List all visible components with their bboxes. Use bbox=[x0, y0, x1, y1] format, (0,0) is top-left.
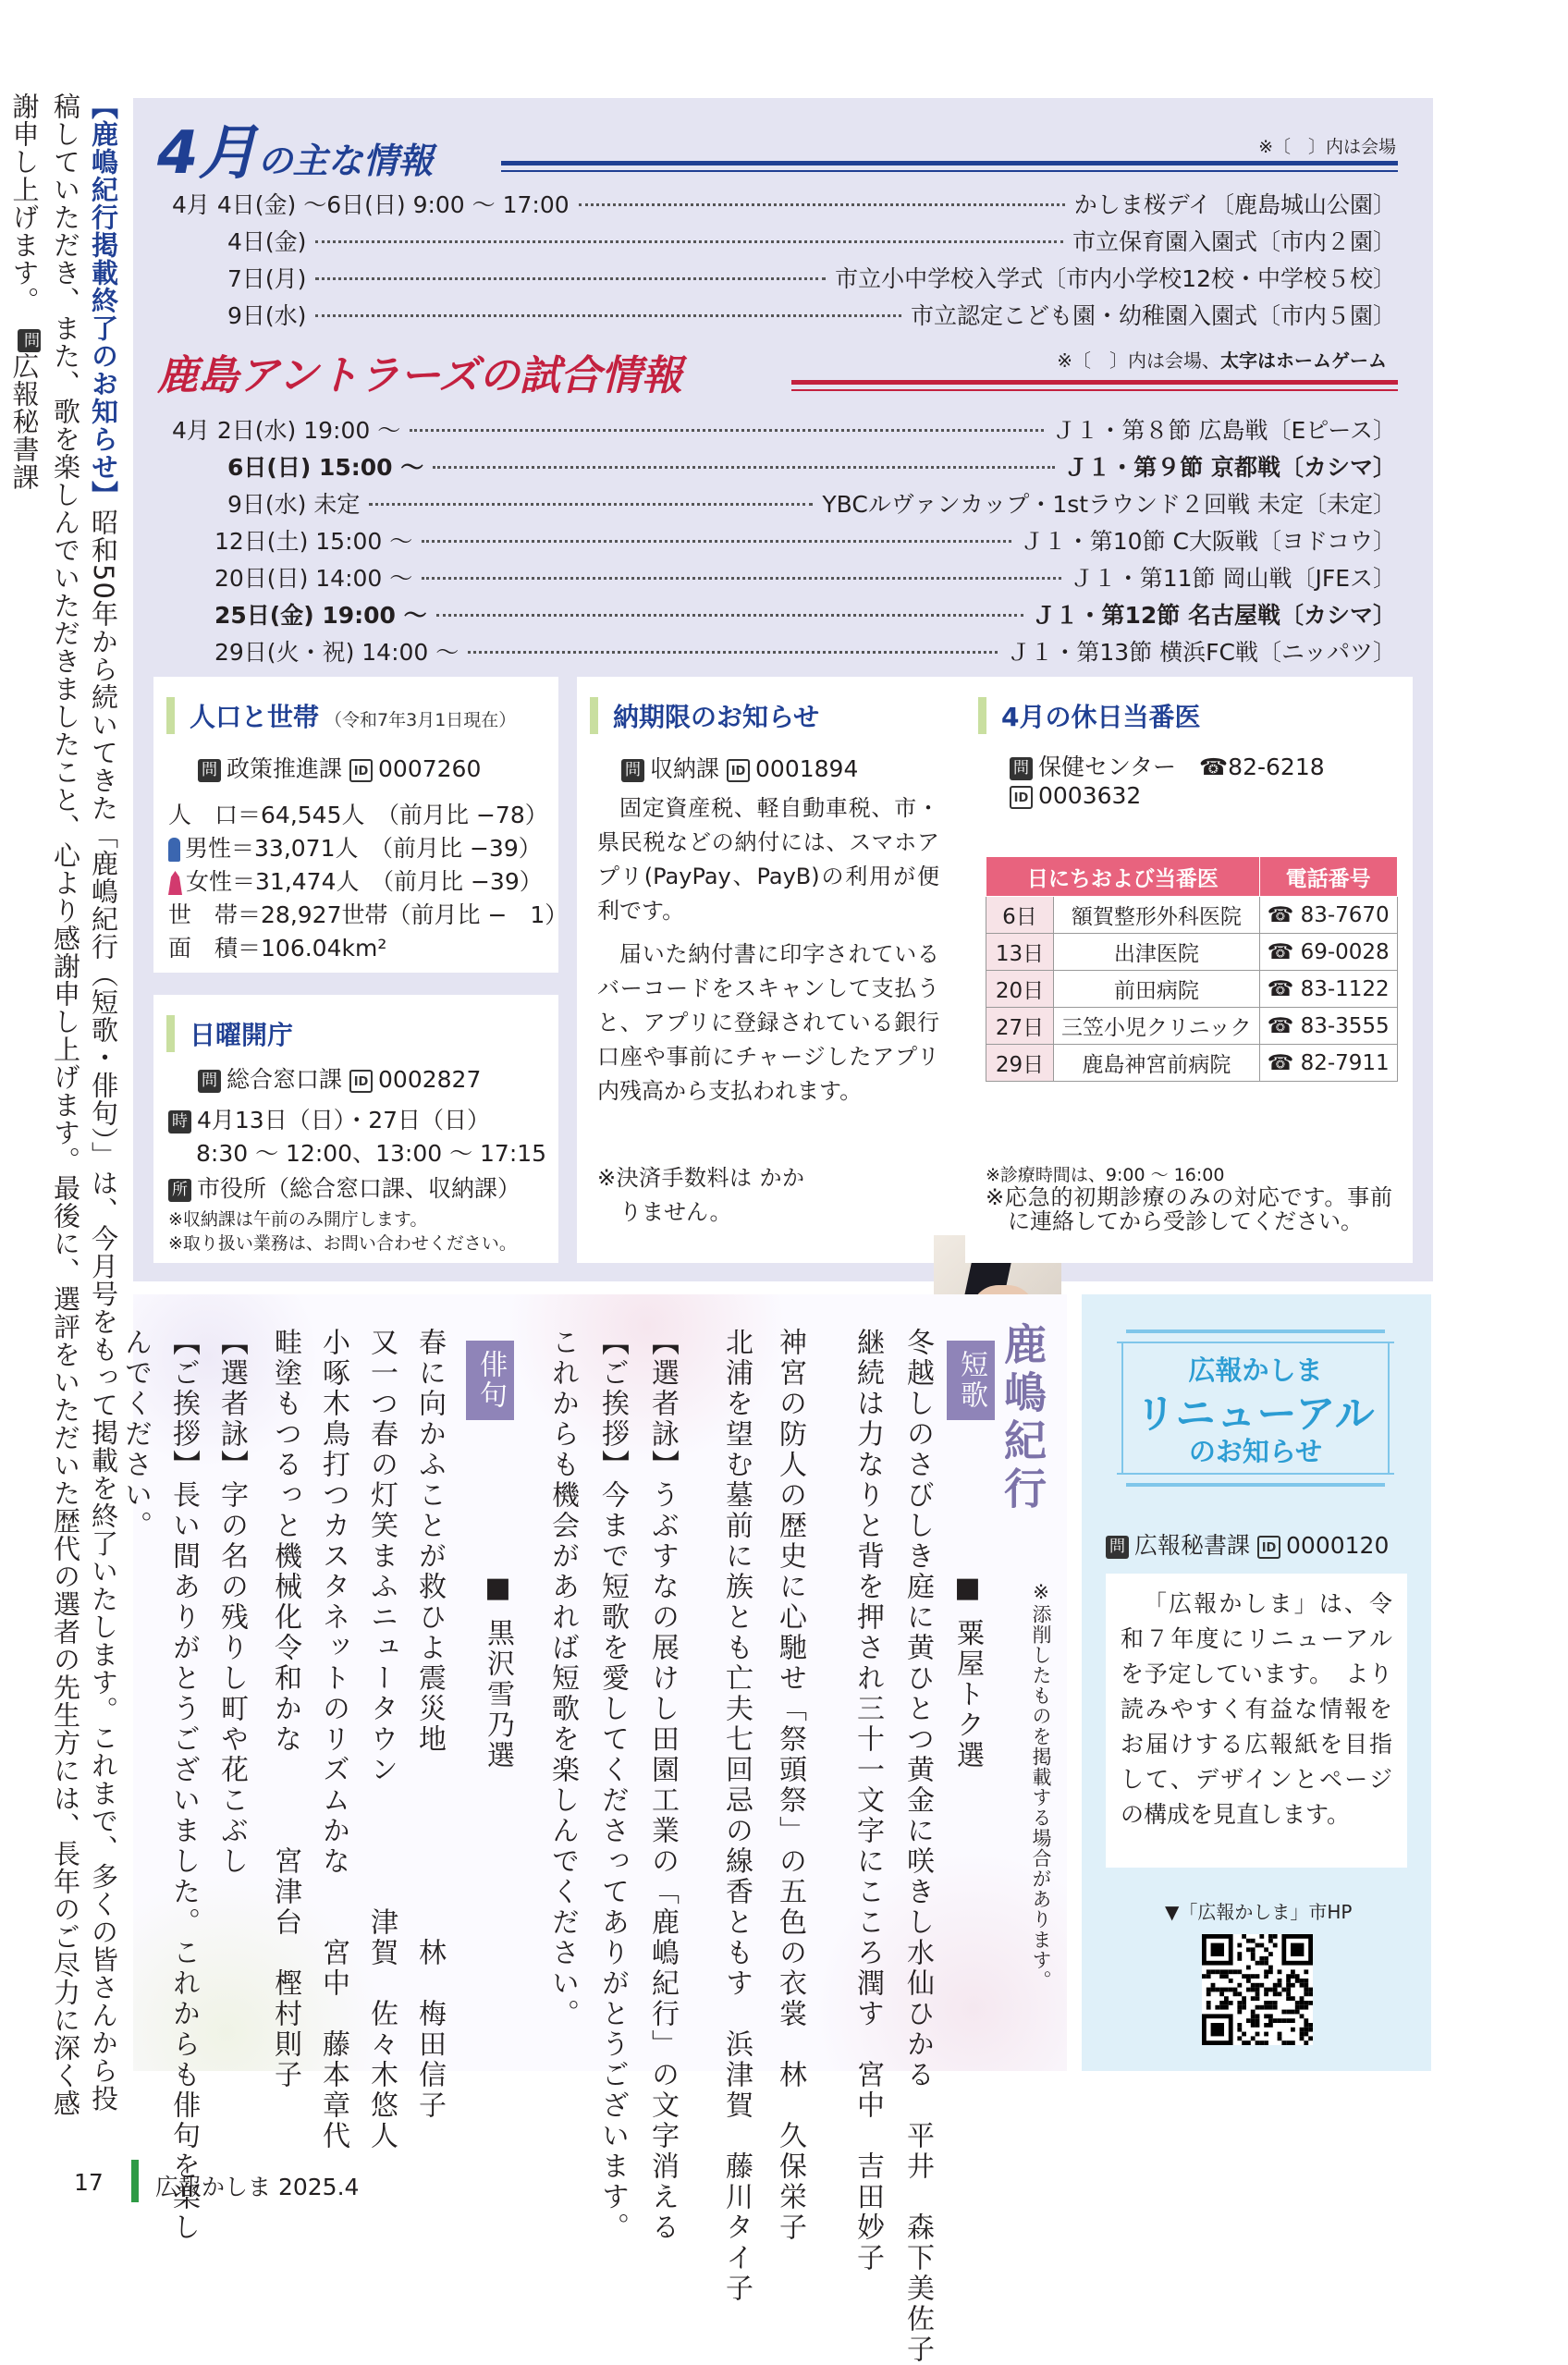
tanka-tag: 短歌 bbox=[947, 1341, 995, 1420]
doctor-id: ID 0003632 bbox=[1010, 782, 1141, 809]
sunday-title: 日曜開庁 bbox=[166, 1015, 293, 1052]
id-icon: ID bbox=[1257, 1536, 1280, 1559]
info-panel bbox=[133, 98, 1433, 1281]
haiku-poem: 又一つ春の灯笑まふニュータウン 津賀 佐々木悠人 bbox=[365, 1328, 398, 2151]
renewal-title-box bbox=[1117, 1326, 1394, 1492]
tanka-poem: 冬越しのさびしき庭に黄ひとつ黄金に咲きし水仙ひかる 平井 森下美佐子 bbox=[901, 1328, 934, 2365]
population-area: 面 積＝106.04km² bbox=[168, 935, 387, 962]
notice-ref-dept: 広報秘書課 bbox=[8, 351, 41, 491]
tanka-poem: 神宮の防人の歴史に心馳せ「祭頭祭」の五色の衣裳 林 久保栄子 bbox=[774, 1328, 806, 2243]
sunday-place: 所 市役所（総合窓口課、収納課） bbox=[168, 1170, 521, 1204]
doctor-dept: 問 保健センター ☎82-6218 bbox=[1010, 749, 1325, 782]
event-row: 7日(月) 市立小中学校入学式〔市内小学校12校・中学校５校〕 bbox=[227, 265, 1396, 292]
match-row: 9日(水) 未定 YBCルヴァンカップ・1stラウンド２回戦 未定〔未定〕 bbox=[227, 491, 1396, 518]
phone-icon: ☎ bbox=[1199, 754, 1229, 780]
haiku-poem: 畦塗もつるっと機械化令和かな 宮津台 樫村則子 bbox=[269, 1328, 301, 2090]
inquiry-icon: 問 bbox=[18, 329, 41, 352]
tax-para1: 固定資産税、軽自動車税、市・県民税などの納付には、スマホアプリ(PayPay、PayB)の利用が便利です。 bbox=[597, 795, 939, 924]
match-row: 4月 2日(水) 19:00 ～ Ｊ１・第８節 広島戦〔Eピース〕 bbox=[172, 417, 1396, 444]
table-row: 27日 三笠小児クリニック ☎ 83-3555 bbox=[986, 1008, 1398, 1045]
antlers-note: ※〔 〕内は会場、太字はホームゲーム bbox=[1057, 349, 1387, 372]
edit-note: ※添削したものを掲載する場合があります。 bbox=[1030, 1581, 1052, 1991]
population-male: 男性＝33,071人 （前月比 −39） bbox=[168, 830, 542, 864]
id-icon: ID bbox=[349, 759, 373, 782]
population-households: 世 帯＝28,927世帯（前月比 − 1） bbox=[168, 901, 569, 928]
series-title: 鹿嶋紀行 bbox=[998, 1322, 1047, 1514]
match-row-home: 6日(日) 15:00 ～ Ｊ１・第９節 京都戦〔カシマ〕 bbox=[227, 454, 1396, 481]
table-row: 20日 前田病院 ☎ 83-1122 bbox=[986, 971, 1398, 1008]
doctor-table bbox=[986, 856, 1398, 1082]
haiku-greeting: 【ご挨拶】長い間ありがとうございました。これからも俳句を楽し bbox=[167, 1328, 200, 2243]
sunday-note1: ※収納課は午前のみ開庁します。 bbox=[168, 1209, 428, 1230]
tanka-poem: 北浦を望む墓前に族とも亡夫七回忌の線香ともす 浜津賀 藤川タイ子 bbox=[720, 1328, 753, 2304]
id-icon: ID bbox=[1010, 786, 1033, 809]
renewal-dept: 問 広報秘書課 ID 0000120 bbox=[1106, 1527, 1389, 1561]
events-title-rest: の主な情報 bbox=[257, 141, 434, 181]
events-note: ※〔 〕内は会場 bbox=[1258, 137, 1396, 157]
events-title bbox=[157, 105, 434, 190]
tax-card bbox=[577, 677, 967, 1263]
sunday-card bbox=[153, 995, 558, 1263]
tanka-greeting: これからも機会があれば短歌を楽しんでください。 bbox=[546, 1328, 579, 2029]
tanka-poem: 継続は力なりと背を押され三十一文字にこころ潤す 宮中 吉田妙子 bbox=[851, 1328, 884, 2273]
population-title: 人口と世帯 （令和7年3月1日現在） bbox=[166, 697, 516, 734]
notice-body: 昭和50年から続いてきた「鹿嶋紀行（短歌・俳句）」は、今月号をもって掲載を終了いたします。これまで、多くの皆さんから投稿していただき、また、歌を楽しんでいただきましたこと、心より感謝申し上げます。最後に、選評をいただいた歴代の選者の先生方には、長年のご尽力に深く感謝申し上げます。 bbox=[8, 92, 119, 2117]
population-dept: 問 政策推進課 ID 0007260 bbox=[198, 751, 481, 784]
inquiry-icon: 問 bbox=[621, 759, 644, 782]
page-number: 17 bbox=[74, 2169, 104, 2196]
haiku-selector: ■ 黒沢雪乃選 bbox=[482, 1572, 514, 1771]
antlers-title-rule bbox=[791, 380, 1398, 385]
match-row: 29日(火・祝) 14:00 ～ Ｊ１・第13節 横浜FC戦〔ニッパツ〕 bbox=[214, 639, 1396, 666]
renewal-body: 「広報かしま」は、令和７年度にリニューアルを予定しています。 より読みやすく有益な情報をお届けする広報紙を目指して、デザインとページの構成を見直します。 bbox=[1106, 1574, 1407, 1868]
inquiry-icon: 問 bbox=[198, 1070, 221, 1093]
renewal-panel bbox=[1082, 1294, 1431, 2071]
tax-note: ※決済手数料は かかりません。 bbox=[597, 1165, 804, 1225]
sunday-hours: 8:30 ～ 12:00、13:00 ～ 17:15 bbox=[196, 1140, 547, 1167]
time-icon: 時 bbox=[168, 1110, 191, 1133]
tax-title: 納期限のお知らせ bbox=[590, 697, 819, 734]
doctor-card bbox=[965, 677, 1413, 1263]
renewal-line1: 広報かしま bbox=[1188, 1354, 1323, 1386]
renewal-line2: リニューアル bbox=[1135, 1391, 1376, 1438]
table-row: 6日 額賀整形外科医院 ☎ 83-7670 bbox=[986, 897, 1398, 934]
doctor-title: 4月の休日当番医 bbox=[978, 697, 1200, 734]
event-row: 4月 4日(金) ～6日(日) 9:00 ～ 17:00 かしま桜デイ〔鹿島城山公園〕 bbox=[172, 191, 1396, 218]
haiku-tag: 俳句 bbox=[466, 1341, 514, 1420]
tax-dept: 問 収納課 ID 0001894 bbox=[621, 751, 858, 784]
inquiry-icon: 問 bbox=[1010, 757, 1033, 780]
sunday-note2: ※取り扱い業務は、お問い合わせください。 bbox=[168, 1233, 517, 1254]
place-icon: 所 bbox=[168, 1179, 191, 1202]
male-icon bbox=[168, 838, 180, 862]
qr-label: ▼「広報かしま」市HP bbox=[1165, 1901, 1353, 1923]
antlers-title-rule-thin bbox=[791, 389, 1398, 391]
table-row: 29日 鹿島神宮前病院 ☎ 82-7911 bbox=[986, 1045, 1398, 1082]
qr-code-icon[interactable] bbox=[1202, 1934, 1313, 2045]
footer-bar bbox=[131, 2160, 139, 2202]
doctor-col-header: 日にちおよび当番医 bbox=[986, 857, 1260, 897]
sunday-dept: 問 総合窓口課 ID 0002827 bbox=[198, 1061, 481, 1095]
population-female: 女性＝31,474人 （前月比 −39） bbox=[168, 864, 543, 897]
haiku-poem: 春に向かふことが救ひよ震災地 林 梅田信子 bbox=[413, 1328, 446, 2121]
female-icon bbox=[168, 871, 182, 895]
notice-heading: 【鹿嶋紀行掲載終了のお知らせ】 bbox=[88, 92, 119, 509]
population-total: 人 口＝64,545人 （前月比 −78） bbox=[168, 802, 548, 828]
match-row: 12日(土) 15:00 ～ Ｊ１・第10節 C大阪戦〔ヨドコウ〕 bbox=[214, 528, 1396, 555]
inquiry-icon: 問 bbox=[198, 759, 221, 782]
renewal-line3: のお知らせ bbox=[1188, 1436, 1323, 1467]
tel-col-header: 電話番号 bbox=[1259, 857, 1397, 897]
doctor-note1: ※診療時間は、9:00 ～ 16:00 bbox=[986, 1165, 1225, 1185]
events-title-month: 4月 bbox=[157, 119, 258, 188]
haiku-greeting: んでください。 bbox=[119, 1328, 152, 1541]
table-row: 13日 出津医院 ☎ 69-0028 bbox=[986, 934, 1398, 971]
haiku-selector-poem: 【選者詠】字の名の残りし町や花こぶし bbox=[215, 1328, 248, 1877]
tanka-selector-poem: 【選者詠】うぶすなの展けし田園工業の「鹿嶋紀行」の文字消える bbox=[646, 1328, 679, 2243]
tanka-selector: ■ 粟屋トク選 bbox=[951, 1572, 984, 1771]
inquiry-icon: 問 bbox=[1106, 1536, 1129, 1559]
events-title-rule-thin bbox=[501, 170, 1398, 172]
haiku-poem: 小啄木鳥打つカスタネットのリズムかな 宮中 藤本章代 bbox=[317, 1328, 349, 2151]
publication-name: 広報かしま 2025.4 bbox=[155, 2174, 360, 2200]
tanka-greeting: 【ご挨拶】今まで短歌を愛してくださってありがとうございます。 bbox=[596, 1328, 629, 2243]
doctor-note2: ※応急的初期診療のみの対応です。事前に連絡してから受診してください。 bbox=[986, 1184, 1392, 1234]
sunday-dates: 時 4月13日（日）・27日（日） bbox=[168, 1102, 490, 1135]
match-row-home: 25日(金) 19:00 ～ Ｊ１・第12節 名古屋戦〔カシマ〕 bbox=[214, 602, 1396, 629]
tax-para2: 届いた納付書に印字されているバーコードをスキャンして支払うと、アプリに登録されている銀行口座や事前にチャージしたアプリ内残高から支払われます。 bbox=[597, 941, 939, 1104]
doctor-table-header bbox=[986, 857, 1398, 897]
id-icon: ID bbox=[727, 759, 750, 782]
events-title-rule bbox=[501, 161, 1398, 165]
antlers-title: 鹿島アントラーズの試合情報 bbox=[157, 352, 683, 399]
event-row: 4日(金) 市立保育園入園式〔市内２園〕 bbox=[227, 228, 1396, 255]
notice-column bbox=[8, 92, 122, 2136]
id-icon: ID bbox=[349, 1070, 373, 1093]
match-row: 20日(日) 14:00 ～ Ｊ１・第11節 岡山戦〔JFEス〕 bbox=[214, 565, 1396, 592]
population-card bbox=[153, 677, 569, 973]
event-row: 9日(水) 市立認定こども園・幼稚園入園式〔市内５園〕 bbox=[227, 302, 1396, 329]
